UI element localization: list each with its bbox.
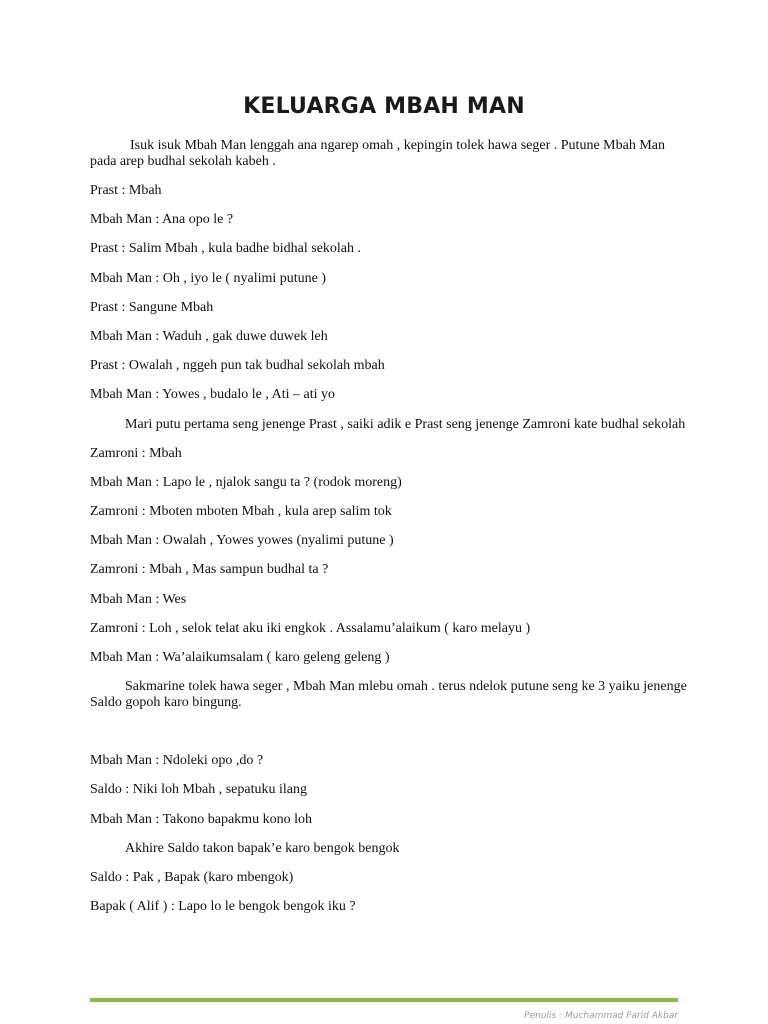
paragraph-intro: Isuk isuk Mbah Man lenggah ana ngarep omah , kepingin tolek hawa seger . Putune Mbah Man pada arep budhal sekolah kabeh . <box>90 138 665 169</box>
dialogue-line: Mbah Man : Ana opo le ? <box>90 212 234 228</box>
dialogue-line: Bapak ( Alif ) : Lapo lo le bengok bengok iku ? <box>90 899 356 915</box>
document-body <box>90 138 690 928</box>
dialogue-line: Prast : Sangune Mbah <box>90 299 214 315</box>
dialogue-line: Zamroni : Mboten mboten Mbah , kula arep salim tok <box>90 504 392 520</box>
dialogue-line: Prast : Salim Mbah , kula badhe bidhal sekolah . <box>90 241 362 257</box>
dialogue-line: Mbah Man : Ndoleki opo ,do ? <box>90 753 264 769</box>
dialogue-line: Prast : Owalah , nggeh pun tak budhal sekolah mbah <box>90 358 385 374</box>
footer-divider <box>90 998 678 1002</box>
dialogue-line: Mbah Man : Lapo le , njalok sangu ta ? (rodok moreng) <box>90 474 402 490</box>
narration-paragraph: Akhire Saldo takon bapak’e karo bengok bengok <box>125 840 400 856</box>
dialogue-line: Mbah Man : Waduh , gak duwe duwek leh <box>90 328 328 344</box>
dialogue-line: Zamroni : Mbah <box>90 445 182 461</box>
dialogue-line: Saldo : Pak , Bapak (karo mbengok) <box>90 869 294 885</box>
dialogue-line: Mbah Man : Oh , iyo le ( nyalimi putune ) <box>90 270 327 286</box>
dialogue-line: Mbah Man : Owalah , Yowes yowes (nyalimi putune ) <box>90 533 394 549</box>
document-title: KELUARGA MBAH MAN <box>243 94 525 119</box>
dialogue-line: Mbah Man : Yowes , budalo le , Ati – ati yo <box>90 387 335 403</box>
narration-paragraph: Sakmarine tolek hawa seger , Mbah Man mlebu omah . terus ndelok putune seng ke 3 yaiku jenenge Saldo gopoh karo bingung. <box>90 679 687 711</box>
dialogue-line: Prast : Mbah <box>90 183 162 198</box>
dialogue-line: Mbah Man : Takono bapakmu kono loh <box>90 811 312 827</box>
dialogue-line: Mbah Man : Wa’alaikumsalam ( karo geleng geleng ) <box>90 650 390 665</box>
dialogue-line: Mbah Man : Wes <box>90 591 187 607</box>
dialogue-line: Zamroni : Loh , selok telat aku iki engkok . Assalamu’alaikum ( karo melayu ) <box>90 620 531 636</box>
narration-paragraph: Mari putu pertama seng jenenge Prast , saiki adik e Prast seng jenenge Zamroni kate budhal sekolah <box>125 416 686 432</box>
dialogue-line: Saldo : Niki loh Mbah , sepatuku ilang <box>90 782 307 798</box>
footer-author: Penulis : Muchammad Farid Akbar <box>524 1011 678 1021</box>
dialogue-line: Zamroni : Mbah , Mas sampun budhal ta ? <box>90 562 329 578</box>
